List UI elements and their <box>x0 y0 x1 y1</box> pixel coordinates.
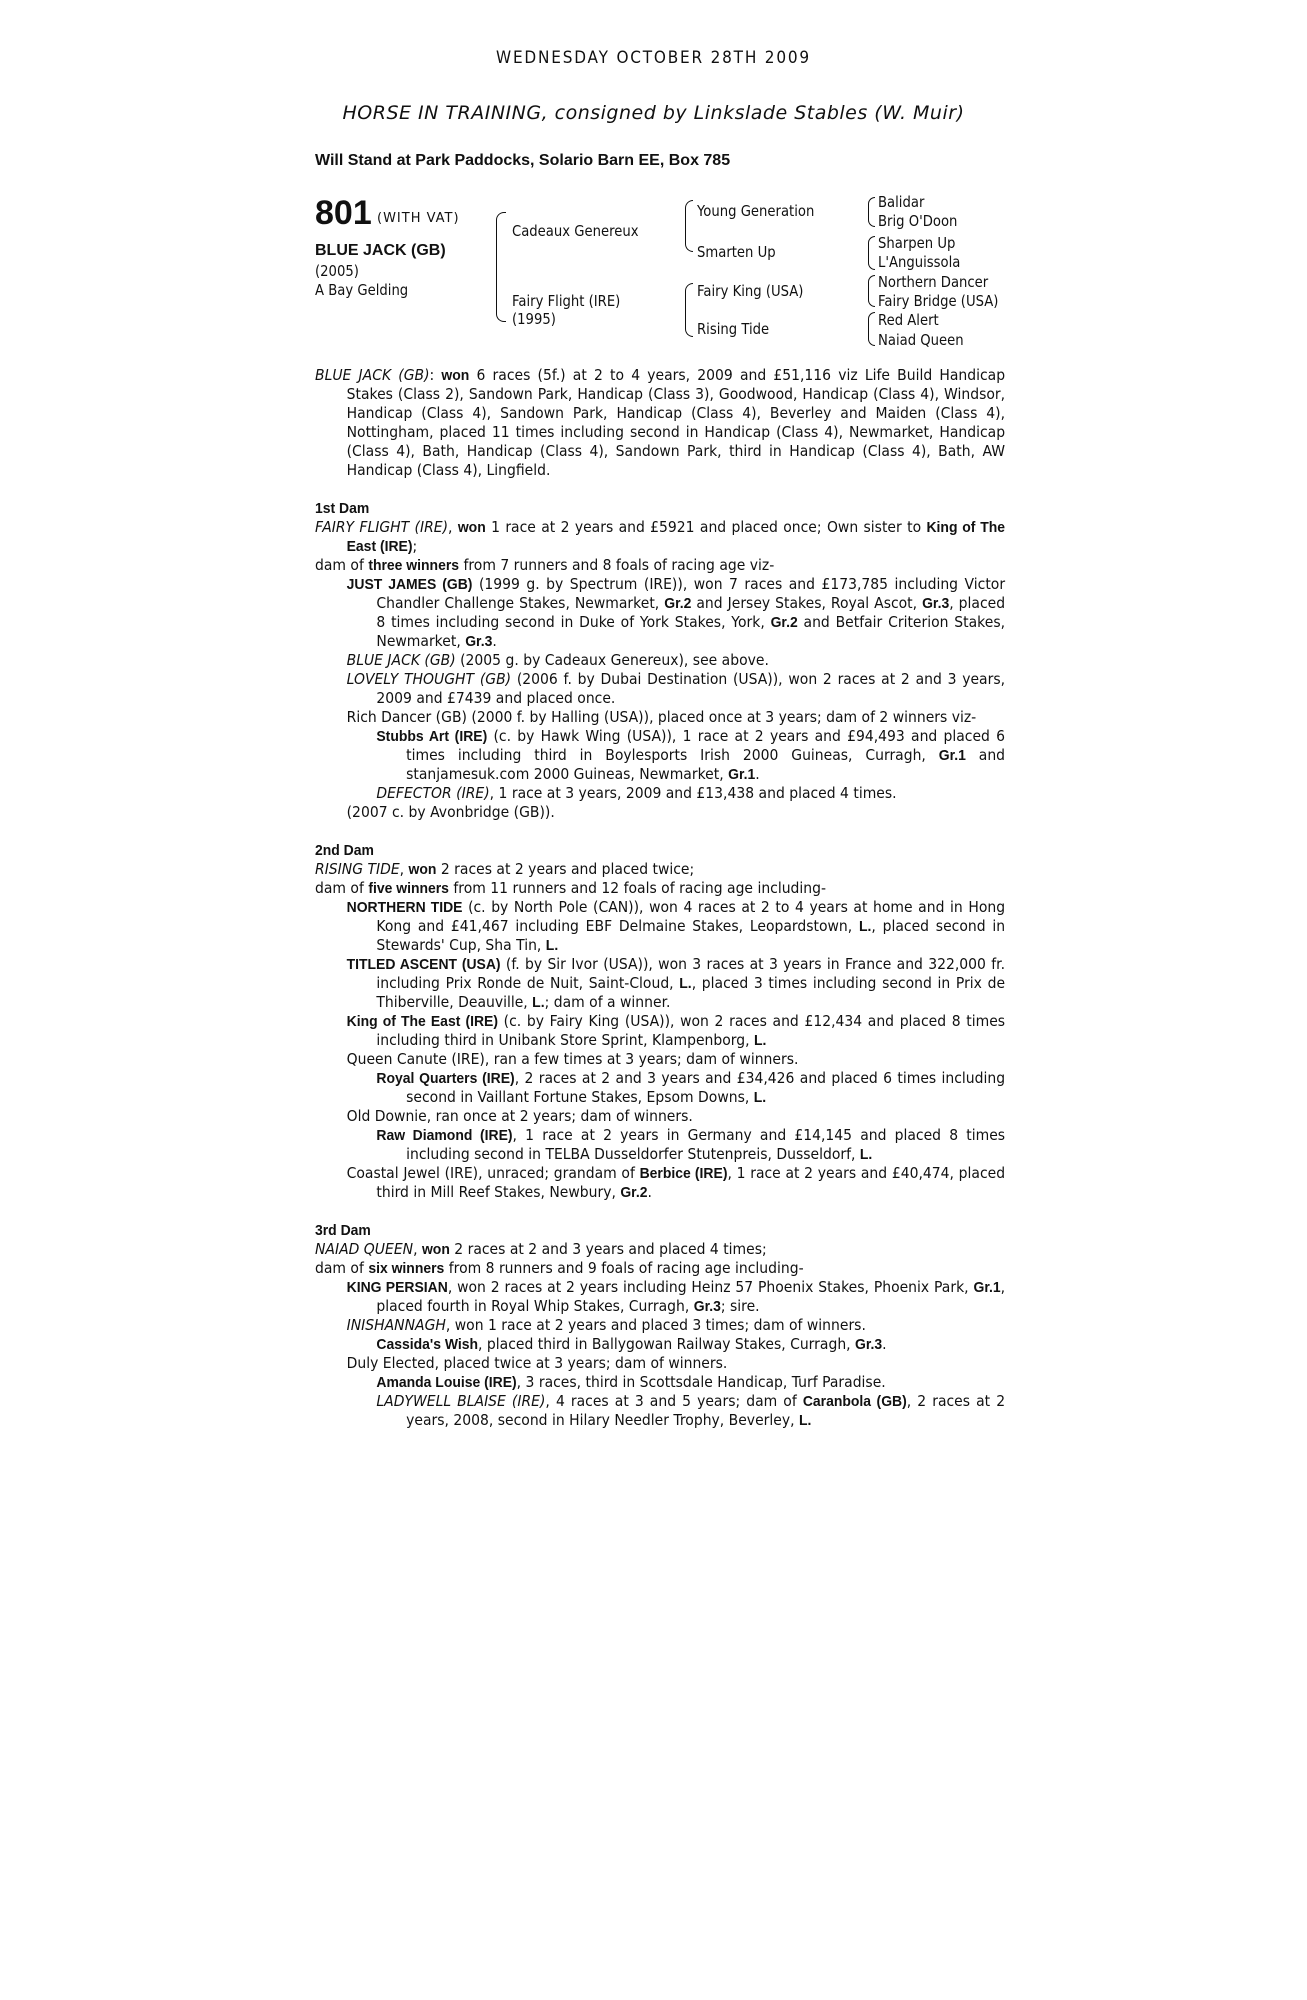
produce-entry <box>315 1107 1005 1126</box>
second-dam-heading: 2nd Dam <box>315 842 374 859</box>
first-dam-sister: King of The East (IRE) <box>346 519 1006 555</box>
produce-entry <box>315 651 1005 670</box>
pedigree-g6: Fairy Bridge (USA) <box>878 292 999 310</box>
consignment-line: HORSE IN TRAINING, consigned by Linkslade Stables (W. Muir) <box>342 102 965 124</box>
first-dam-produce-intro <box>315 556 1005 575</box>
pedigree-brace-g4 <box>868 312 875 346</box>
produce-name: Raw Diamond (IRE) <box>376 1127 513 1144</box>
pedigree-brace-g2 <box>868 236 875 270</box>
listed: L. <box>679 975 692 992</box>
horse-description: A Bay Gelding <box>315 281 409 299</box>
produce-intro-text: from 8 runners and 9 foals of racing age including- <box>444 1259 804 1277</box>
grade: Gr.2 <box>664 595 692 612</box>
catalogue-body <box>315 366 1005 1430</box>
produce-text: (c. by North Pole (CAN)), won 4 races at 2 to 4 years at home and in Hong Kong and £41,467 including EBF Delmaine Stakes, Leopardstown, <box>376 898 1006 935</box>
grade: Gr.3 <box>922 595 950 612</box>
pedigree-g4: L'Anguissola <box>878 253 961 271</box>
produce-name: Royal Quarters (IRE) <box>376 1070 515 1087</box>
first-dam-text-end: ; <box>412 537 418 555</box>
produce-text: , won 1 race at 2 years and placed 3 times; dam of winners. <box>445 1316 866 1334</box>
first-dam-record: FAIRY FLIGHT (IRE), won 1 race at 2 years and £5921 and placed once; Own sister to King of The East (IRE); <box>315 518 1006 555</box>
produce-name: LADYWELL BLAISE (IRE) <box>376 1392 546 1410</box>
pedigree-brace-g1 <box>868 197 875 227</box>
produce-name: LOVELY THOUGHT (GB) <box>346 670 512 688</box>
winners-count: three winners <box>368 557 460 574</box>
produce-entry <box>315 727 1005 784</box>
horse-year: (2005) <box>315 262 359 280</box>
produce-name: KING PERSIAN <box>346 1279 448 1296</box>
produce-text: , 1 race at 2 years in Germany and £14,145 and placed 8 times including second in TELBA Dusseldorfer Stutenpreis, Dusseldorf, <box>406 1126 1006 1163</box>
produce-text: . <box>647 1183 652 1201</box>
stand-location: Will Stand at Park Paddocks, Solario Barn EE, Box 785 <box>315 152 731 169</box>
third-dam-record: NAIAD QUEEN, won 2 races at 2 and 3 years and placed 4 times; <box>315 1240 767 1258</box>
produce-text: (2005 g. by Cadeaux Genereux), see above. <box>455 651 769 669</box>
produce-text: , placed 3 times including second in Prix de Thiberville, Deauville, <box>376 974 1006 1011</box>
produce-text: , 3 races, third in Scottsdale Handicap, Turf Paradise. <box>516 1373 886 1391</box>
first-dam-won: won <box>457 519 486 536</box>
produce-intro-text: from 11 runners and 12 foals of racing age including- <box>448 879 827 897</box>
grade: Gr.3 <box>855 1336 883 1353</box>
produce-name: Berbice (IRE) <box>639 1165 728 1182</box>
grade: Gr.3 <box>465 633 493 650</box>
listed: L. <box>858 918 872 935</box>
produce-text: ; dam of a winner. <box>544 993 671 1011</box>
grade: Gr.1 <box>973 1279 1001 1296</box>
second-dam-won: won <box>408 861 437 878</box>
dam-of-label: dam of <box>315 556 369 574</box>
second-dam-text: 2 races at 2 years and placed twice; <box>436 860 695 878</box>
produce-entry <box>315 803 1005 822</box>
produce-text: (c. by Fairy King (USA)), won 2 races and £12,434 and placed 8 times including third in Unibank Store Sprint, Klampenborg, <box>376 1012 1006 1049</box>
produce-text: . <box>755 765 760 783</box>
pedigree-sire-sire: Young Generation <box>697 202 815 220</box>
record-text: 6 races (5f.) at 2 to 4 years, 2009 and £51,116 viz Life Build Handicap Stakes (Class 2), Sandown Park, Handicap (Class 3), Goodwood, Handicap (Class 4), Windsor, Handicap (Class 4), Sandown Park, Handicap (Class 4), Beverley and Maiden (Class 4), Nottingham, placed 11 times including second in Handicap (Class 4), Newmarket, Handicap (Class 4), Bath, Handicap (Class 4), Sandown Park, third in Handicap (Class 4), Bath, AW Handicap (Class 4), Lingfield. <box>346 366 1006 479</box>
grade: Gr.2 <box>770 614 798 631</box>
pedigree-g7: Red Alert <box>878 311 939 329</box>
produce-entry <box>315 1278 1005 1316</box>
produce-text: Duly Elected, placed twice at 3 years; dam of winners. <box>346 1354 728 1372</box>
listed: L. <box>545 937 559 954</box>
third-dam-produce-intro <box>315 1259 1005 1278</box>
produce-entry <box>315 1335 1005 1354</box>
produce-text: and stanjamesuk.com 2000 Guineas, Newmarket, <box>406 746 1006 783</box>
produce-text: , 1 race at 2 years and £40,474, placed third in Mill Reef Stakes, Newbury, <box>376 1164 1006 1201</box>
produce-name: NORTHERN TIDE <box>346 899 463 916</box>
produce-entry <box>315 1373 1005 1392</box>
produce-name: Stubbs Art (IRE) <box>376 728 488 745</box>
grade: Gr.3 <box>693 1298 721 1315</box>
produce-entry <box>315 1069 1005 1107</box>
race-record: BLUE JACK (GB): won 6 races (5f.) at 2 to 4 years, 2009 and £51,116 viz Life Build Handicap Stakes (Class 2), Sandown Park, Handicap (Class 3), Goodwood, Handicap (Class 4), Windsor, Handicap (Class 4), Sandown Park, Handicap (Class 4), Beverley and Maiden (Class 4), Nottingham, placed 11 times including second in Handicap (Class 4), Newmarket, Handicap (Class 4), Bath, Handicap (Class 4), Sandown Park, third in Handicap (Class 4), Bath, AW Handicap (Class 4), Lingfield. <box>315 366 1006 479</box>
pedigree-brace-dam <box>685 283 693 337</box>
third-dam-heading: 3rd Dam <box>315 1222 371 1239</box>
produce-text: Coastal Jewel (IRE), unraced; grandam of <box>346 1164 640 1182</box>
pedigree-sire-dam: Smarten Up <box>697 243 776 261</box>
first-dam-heading: 1st Dam <box>315 500 370 517</box>
pedigree-brace-g3 <box>868 275 875 307</box>
produce-entry <box>315 955 1005 1012</box>
produce-entry <box>315 898 1005 955</box>
grade: Gr.1 <box>728 766 756 783</box>
produce-text: . <box>882 1335 887 1353</box>
pedigree-dam-sire: Fairy King (USA) <box>697 282 804 300</box>
grade: Gr.2 <box>620 1184 648 1201</box>
pedigree-dam-dam: Rising Tide <box>697 320 770 338</box>
produce-text: . <box>492 632 497 650</box>
record-won: won <box>441 367 470 384</box>
third-dam-text: 2 races at 2 and 3 years and placed 4 times; <box>449 1240 767 1258</box>
listed: L. <box>754 1032 767 1049</box>
produce-text: Rich Dancer (GB) (2000 f. by Halling (USA)), placed once at 3 years; dam of 2 winners viz- <box>346 708 977 726</box>
pedigree-dam: Fairy Flight (IRE) <box>512 292 621 310</box>
pedigree-g1: Balidar <box>878 193 925 211</box>
pedigree-brace-main <box>496 212 506 322</box>
produce-entry <box>315 670 1005 708</box>
produce-text: (2007 c. by Avonbridge (GB)). <box>346 803 555 821</box>
dam-of-label: dam of <box>315 879 369 897</box>
vat-note: (WITH VAT) <box>377 211 460 226</box>
listed: L. <box>532 994 545 1011</box>
produce-text: (f. by Sir Ivor (USA)), won 3 races at 3 years in France and 322,000 fr. including Prix Ronde de Nuit, Saint-Cloud, <box>376 955 1006 992</box>
produce-name: DEFECTOR (IRE) <box>376 784 490 802</box>
produce-text: (1999 g. by Spectrum (IRE)), won 7 races and £173,785 including Victor Chandler Challenge Stakes, Newmarket, <box>376 575 1006 612</box>
produce-text: , placed second in Stewards' Cup, Sha Tin, <box>376 917 1006 954</box>
produce-text: and Jersey Stakes, Royal Ascot, <box>691 594 923 612</box>
dam-of-label: dam of <box>315 1259 369 1277</box>
listed: L. <box>798 1412 812 1429</box>
produce-entry <box>315 784 1005 803</box>
produce-text: Queen Canute (IRE), ran a few times at 3 years; dam of winners. <box>346 1050 799 1068</box>
winners-count: six winners <box>368 1260 445 1277</box>
lot-number: 801 <box>315 194 372 232</box>
pedigree-g3: Sharpen Up <box>878 234 956 252</box>
record-horse-name: BLUE JACK (GB) <box>315 366 430 384</box>
produce-text: (2006 f. by Dubai Destination (USA)), won 2 races at 2 and 3 years, 2009 and £7439 and placed once. <box>376 670 1006 707</box>
produce-name: King of The East (IRE) <box>346 1013 498 1030</box>
produce-text: , won 2 races at 2 years including Heinz 57 Phoenix Stakes, Phoenix Park, <box>447 1278 974 1296</box>
pedigree-brace-sire <box>685 200 693 252</box>
produce-name: Amanda Louise (IRE) <box>376 1374 517 1391</box>
produce-entry <box>315 1012 1005 1050</box>
produce-text: , placed third in Ballygowan Railway Stakes, Curragh, <box>478 1335 856 1353</box>
winners-count: five winners <box>368 880 449 897</box>
sale-date: WEDNESDAY OCTOBER 28TH 2009 <box>496 48 811 68</box>
first-dam-text: 1 race at 2 years and £5921 and placed once; Own sister to <box>485 518 927 536</box>
produce-text: , placed 8 times including second in Duke of York Stakes, York, <box>376 594 1006 631</box>
produce-text: Old Downie, ran once at 2 years; dam of winners. <box>346 1107 693 1125</box>
second-dam-record: RISING TIDE, won 2 races at 2 years and placed twice; <box>315 860 695 878</box>
listed: L. <box>753 1089 767 1106</box>
produce-text: , 1 race at 3 years, 2009 and £13,438 and placed 4 times. <box>489 784 897 802</box>
produce-name: Cassida's Wish <box>376 1336 479 1353</box>
produce-entry <box>315 1050 1005 1069</box>
produce-text: , 2 races at 2 and 3 years and £34,426 and placed 6 times including second in Vaillant Fortune Stakes, Epsom Downs, <box>406 1069 1006 1106</box>
produce-text: , 4 races at 3 and 5 years; dam of <box>545 1392 803 1410</box>
pedigree-dam-year: (1995) <box>512 310 556 328</box>
produce-text: , placed fourth in Royal Whip Stakes, Curragh, <box>376 1278 1006 1315</box>
first-dam-name: FAIRY FLIGHT (IRE) <box>315 518 449 536</box>
produce-name: JUST JAMES (GB) <box>346 576 473 593</box>
third-dam-won: won <box>421 1241 450 1258</box>
produce-text: , 2 races at 2 years, 2008, second in Hilary Needler Trophy, Beverley, <box>406 1392 1006 1429</box>
produce-text: (c. by Hawk Wing (USA)), 1 race at 2 years and £94,493 and placed 6 times including third in Boylesports Irish 2000 Guineas, Curragh, <box>406 727 1006 764</box>
grade: Gr.1 <box>938 747 966 764</box>
pedigree-g5: Northern Dancer <box>878 273 989 291</box>
pedigree-g2: Brig O'Doon <box>878 212 958 230</box>
pedigree-g8: Naiad Queen <box>878 331 964 349</box>
pedigree-sire: Cadeaux Genereux <box>512 222 639 240</box>
produce-intro-text: from 7 runners and 8 foals of racing age viz- <box>459 556 775 574</box>
produce-entry <box>315 1164 1005 1202</box>
produce-entry <box>315 1354 1005 1373</box>
listed: L. <box>859 1146 873 1163</box>
produce-text: and Betfair Criterion Stakes, Newmarket, <box>376 613 1006 650</box>
third-dam-name: NAIAD QUEEN <box>315 1240 414 1258</box>
produce-text: ; sire. <box>720 1297 760 1315</box>
produce-name: TITLED ASCENT (USA) <box>346 956 501 973</box>
produce-name: INISHANNAGH <box>346 1316 446 1334</box>
produce-entry <box>315 708 1005 727</box>
second-dam-produce-intro <box>315 879 1005 898</box>
second-dam-name: RISING TIDE <box>315 860 400 878</box>
horse-name: BLUE JACK (GB) <box>315 242 446 259</box>
produce-entry <box>315 575 1005 651</box>
produce-entry <box>315 1316 1005 1335</box>
produce-name: Caranbola (GB) <box>802 1393 907 1410</box>
produce-entry <box>315 1126 1005 1164</box>
produce-name: BLUE JACK (GB) <box>346 651 456 669</box>
produce-entry <box>315 1392 1005 1430</box>
